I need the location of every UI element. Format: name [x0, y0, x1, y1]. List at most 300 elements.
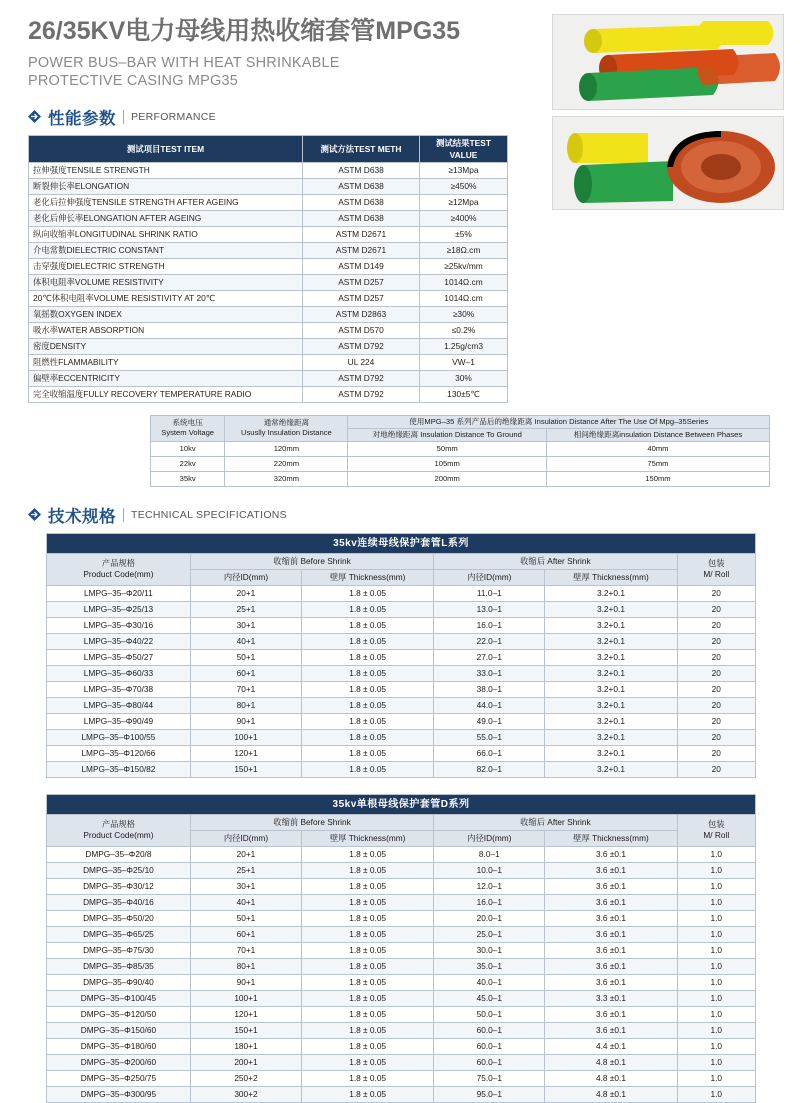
spec-l-cell: 80+1 [190, 697, 301, 713]
spec-d-header-before: 收缩前 Before Shrink [190, 814, 433, 830]
performance-table [28, 135, 508, 403]
performance-cell: 断裂伸长率ELONGATION [29, 178, 303, 194]
spec-l-cell: 16.0–1 [434, 617, 545, 633]
performance-cell: VW–1 [420, 354, 508, 370]
performance-cell: ≤0.2% [420, 322, 508, 338]
table-row [47, 846, 756, 862]
spec-d-cell: 25.0–1 [434, 926, 545, 942]
spec-d-header-pack: 包装 M/ Roll [677, 814, 755, 846]
spec-d-cell: 90+1 [190, 974, 301, 990]
spec-d-cell: 1.0 [677, 1022, 755, 1038]
spec-l-cell: 44.0–1 [434, 697, 545, 713]
spec-d-cell: 20+1 [190, 846, 301, 862]
performance-cell: 拉伸强度TENSILE STRENGTH [29, 162, 303, 178]
table-row [29, 242, 508, 258]
product-photo-rolls [552, 116, 784, 210]
spec-l-cell: 3.2+0.1 [545, 665, 677, 681]
spec-d-cell: 1.0 [677, 974, 755, 990]
rolls-illustration [553, 117, 783, 209]
spec-l-cell: LMPG–35–Φ70/38 [47, 681, 191, 697]
spec-d-cell: 1.8 ± 0.05 [302, 1070, 434, 1086]
section-title-en: PERFORMANCE [131, 110, 216, 123]
spec-d-cell: 1.0 [677, 990, 755, 1006]
table-row [29, 354, 508, 370]
performance-cell: ≥400% [420, 210, 508, 226]
table-row [47, 1006, 756, 1022]
spec-d-cell: DMPG–35–Φ120/50 [47, 1006, 191, 1022]
table-row [47, 713, 756, 729]
spec-l-cell: 3.2+0.1 [545, 761, 677, 777]
table-row [47, 974, 756, 990]
table-header-row [47, 553, 756, 569]
table-header-row [29, 135, 508, 162]
spec-l-cell: 1.8 ± 0.05 [302, 617, 434, 633]
spec-l-cell: 20 [677, 601, 755, 617]
performance-cell: 老化后拉伸强度TENSILE STRENGTH AFTER AGEING [29, 194, 303, 210]
spec-d-cell: 3.6 ±0.1 [545, 910, 677, 926]
spec-l-cell: 3.2+0.1 [545, 681, 677, 697]
spec-d-cell: 16.0–1 [434, 894, 545, 910]
perf-header-method: 测试方法TEST METH [303, 135, 420, 162]
spec-d-cell: 1.8 ± 0.05 [302, 878, 434, 894]
insulation-cell: 35kv [151, 471, 225, 486]
spec-d-cell: 3.6 ±0.1 [545, 846, 677, 862]
spec-l-cell: LMPG–35–Φ25/13 [47, 601, 191, 617]
spec-l-cell: 3.2+0.1 [545, 745, 677, 761]
performance-cell: 1014Ω.cm [420, 274, 508, 290]
table-row [29, 386, 508, 402]
spec-d-cell: 3.6 ±0.1 [545, 926, 677, 942]
spec-d-cell: DMPG–35–Φ50/20 [47, 910, 191, 926]
spec-l-header-after-thickness: 壁厚 Thickness(mm) [545, 569, 677, 585]
spec-d-cell: DMPG–35–Φ150/60 [47, 1022, 191, 1038]
spec-l-cell: 70+1 [190, 681, 301, 697]
spec-d-cell: 1.0 [677, 878, 755, 894]
spec-l-cell: 1.8 ± 0.05 [302, 585, 434, 601]
spec-d-cell: 1.8 ± 0.05 [302, 894, 434, 910]
table-row [47, 894, 756, 910]
spec-l-cell: LMPG–35–Φ80/44 [47, 697, 191, 713]
spec-l-cell: 20 [677, 681, 755, 697]
spec-l-cell: 1.8 ± 0.05 [302, 601, 434, 617]
spec-d-cell: 3.6 ±0.1 [545, 942, 677, 958]
spec-d-cell: DMPG–35–Φ100/45 [47, 990, 191, 1006]
spec-l-cell: LMPG–35–Φ40/22 [47, 633, 191, 649]
spec-l-cell: 55.0–1 [434, 729, 545, 745]
spec-l-cell: LMPG–35–Φ90/49 [47, 713, 191, 729]
table-row [47, 862, 756, 878]
spec-d-cell: 1.8 ± 0.05 [302, 958, 434, 974]
spec-l-cell: 20 [677, 649, 755, 665]
spec-d-cell: 12.0–1 [434, 878, 545, 894]
performance-cell: ASTM D257 [303, 290, 420, 306]
spec-d-cell: 1.8 ± 0.05 [302, 1022, 434, 1038]
spec-l-cell: LMPG–35–Φ30/16 [47, 617, 191, 633]
spec-d-cell: 60.0–1 [434, 1038, 545, 1054]
perf-header-item: 测试项目TEST ITEM [29, 135, 303, 162]
page-title: 26/35KV电力母线用热收缩套管MPG35 [28, 17, 461, 45]
spec-d-cell: DMPG–35–Φ30/12 [47, 878, 191, 894]
spec-d-cell: 4.4 ±0.1 [545, 1038, 677, 1054]
spec-l-cell: LMPG–35–Φ120/66 [47, 745, 191, 761]
spec-d-cell: DMPG–35–Φ250/75 [47, 1070, 191, 1086]
section-title-cn: 技术规格 [48, 507, 116, 526]
perf-header-value: 测试结果TEST VALUE [420, 135, 508, 162]
performance-cell: 体积电阻率VOLUME RESISTIVITY [29, 274, 303, 290]
spec-l-cell: 150+1 [190, 761, 301, 777]
performance-cell: ASTM D2863 [303, 306, 420, 322]
performance-cell: ASTM D149 [303, 258, 420, 274]
table-row [29, 178, 508, 194]
spec-d-cell: 1.0 [677, 846, 755, 862]
performance-cell: ASTM D792 [303, 338, 420, 354]
spec-l-header-after-id: 内径ID(mm) [434, 569, 545, 585]
table-row [47, 1022, 756, 1038]
performance-cell: ASTM D570 [303, 322, 420, 338]
performance-cell: 击穿强度DIELECTRIC STRENGTH [29, 258, 303, 274]
spec-d-cell: 75.0–1 [434, 1070, 545, 1086]
spec-d-cell: 150+1 [190, 1022, 301, 1038]
performance-cell: ≥25kv/mm [420, 258, 508, 274]
spec-d-cell: 1.0 [677, 1054, 755, 1070]
spec-d-cell: 3.6 ±0.1 [545, 878, 677, 894]
spec-d-cell: 1.8 ± 0.05 [302, 862, 434, 878]
table-row [47, 990, 756, 1006]
spec-d-cell: 1.0 [677, 958, 755, 974]
spec-d-cell: 1.8 ± 0.05 [302, 1086, 434, 1102]
spec-d-cell: 4.8 ±0.1 [545, 1070, 677, 1086]
spec-d-cell: 300+2 [190, 1086, 301, 1102]
spec-d-cell: 1.8 ± 0.05 [302, 990, 434, 1006]
table-row [47, 926, 756, 942]
spec-d-cell: 60.0–1 [434, 1022, 545, 1038]
spec-d-cell: 3.6 ±0.1 [545, 958, 677, 974]
spec-l-cell: 60+1 [190, 665, 301, 681]
spec-d-cell: DMPG–35–Φ180/60 [47, 1038, 191, 1054]
spec-d-cell: 1.0 [677, 1038, 755, 1054]
section-heading-technical [28, 503, 800, 527]
spec-l-cell: 1.8 ± 0.05 [302, 633, 434, 649]
spec-d-cell: 120+1 [190, 1006, 301, 1022]
spec-l-cell: 1.8 ± 0.05 [302, 761, 434, 777]
spec-l-cell: 20 [677, 697, 755, 713]
spec-d-cell: 30.0–1 [434, 942, 545, 958]
insulation-cell: 50mm [348, 441, 546, 456]
spec-l-cell: 1.8 ± 0.05 [302, 649, 434, 665]
spec-l-caption: 35kv连续母线保护套管L系列 [47, 533, 756, 553]
performance-cell: 20℃体积电阻率VOLUME RESISTIVITY AT 20℃ [29, 290, 303, 306]
spec-l-header-after: 收缩后 After Shrink [434, 553, 677, 569]
performance-cell: 吸水率WATER ABSORPTION [29, 322, 303, 338]
spec-l-header-code: 产品规格 Product Code(mm) [47, 553, 191, 585]
spec-d-cell: 35.0–1 [434, 958, 545, 974]
spec-d-cell: 3.6 ±0.1 [545, 862, 677, 878]
table-row [29, 338, 508, 354]
spec-d-cell: 50+1 [190, 910, 301, 926]
ins-header-usual-distance: 通常绝缘距离 Ususlly Insulation Distance [225, 415, 348, 441]
table-row [151, 471, 770, 486]
ins-header-to-ground: 对地绝缘距离 Insulation Distance To Ground [348, 428, 546, 441]
product-photo-tubes [552, 14, 784, 110]
spec-d-cell: 1.8 ± 0.05 [302, 910, 434, 926]
spec-d-cell: 1.0 [677, 910, 755, 926]
spec-d-cell: 10.0–1 [434, 862, 545, 878]
table-row [47, 958, 756, 974]
performance-cell: ≥12Mpa [420, 194, 508, 210]
performance-cell: 老化后伸长率ELONGATION AFTER AGEING [29, 210, 303, 226]
table-row [47, 745, 756, 761]
spec-d-cell: DMPG–35–Φ300/95 [47, 1086, 191, 1102]
table-row [47, 697, 756, 713]
performance-cell: 氧摇数OXYGEN INDEX [29, 306, 303, 322]
table-row [47, 761, 756, 777]
spec-l-cell: 13.0–1 [434, 601, 545, 617]
spec-d-cell: 25+1 [190, 862, 301, 878]
spec-l-cell: 1.8 ± 0.05 [302, 665, 434, 681]
ins-header-group: 使用MPG–35 系列产品后的绝缘距离 Insulation Distance After The Use Of Mpg–35Series [348, 415, 770, 428]
spec-l-cell: 90+1 [190, 713, 301, 729]
spec-l-header-before: 收缩前 Before Shrink [190, 553, 433, 569]
spec-l-cell: 1.8 ± 0.05 [302, 745, 434, 761]
table-row [47, 729, 756, 745]
performance-cell: 介电常数DIELECTRIC CONSTANT [29, 242, 303, 258]
spec-l-table-body [47, 585, 756, 777]
spec-d-cell: 20.0–1 [434, 910, 545, 926]
spec-l-cell: 120+1 [190, 745, 301, 761]
spec-table-l-series [46, 533, 756, 778]
table-row [151, 456, 770, 471]
spec-d-cell: 1.8 ± 0.05 [302, 926, 434, 942]
spec-d-cell: 8.0–1 [434, 846, 545, 862]
spec-d-cell: 1.0 [677, 1086, 755, 1102]
spec-l-cell: 20 [677, 745, 755, 761]
spec-d-cell: DMPG–35–Φ40/16 [47, 894, 191, 910]
spec-l-cell: 40+1 [190, 633, 301, 649]
spec-l-cell: 100+1 [190, 729, 301, 745]
spec-l-cell: 38.0–1 [434, 681, 545, 697]
spec-d-cell: 4.8 ±0.1 [545, 1086, 677, 1102]
spec-d-cell: 1.8 ± 0.05 [302, 846, 434, 862]
diamond-arrow-icon [28, 110, 41, 123]
spec-d-cell: 50.0–1 [434, 1006, 545, 1022]
table-row [47, 633, 756, 649]
spec-d-cell: DMPG–35–Φ20/8 [47, 846, 191, 862]
ins-header-voltage: 系统电压 System Voltage [151, 415, 225, 441]
diamond-arrow-icon [28, 508, 41, 521]
spec-d-cell: 40+1 [190, 894, 301, 910]
performance-cell: 密度DENSITY [29, 338, 303, 354]
insulation-cell: 10kv [151, 441, 225, 456]
insulation-cell: 22kv [151, 456, 225, 471]
page-subtitle-line2: PROTECTIVE CASING MPG35 [28, 73, 239, 90]
performance-cell: 30% [420, 370, 508, 386]
spec-d-cell: 1.0 [677, 1070, 755, 1086]
insulation-distance-table [150, 415, 770, 487]
spec-d-cell: 200+1 [190, 1054, 301, 1070]
spec-d-header-after-thickness: 壁厚 Thickness(mm) [545, 830, 677, 846]
spec-l-cell: 20 [677, 713, 755, 729]
spec-l-cell: 22.0–1 [434, 633, 545, 649]
performance-cell: 阻燃性FLAMMABILITY [29, 354, 303, 370]
insulation-cell: 320mm [225, 471, 348, 486]
spec-l-cell: 49.0–1 [434, 713, 545, 729]
spec-l-cell: 25+1 [190, 601, 301, 617]
spec-d-header-code: 产品规格 Product Code(mm) [47, 814, 191, 846]
spec-d-cell: 250+2 [190, 1070, 301, 1086]
table-row [29, 162, 508, 178]
spec-d-cell: DMPG–35–Φ90/40 [47, 974, 191, 990]
spec-d-caption: 35kv单根母线保护套管D系列 [47, 794, 756, 814]
spec-d-cell: 95.0–1 [434, 1086, 545, 1102]
table-row [29, 210, 508, 226]
performance-cell: 1.25g/cm3 [420, 338, 508, 354]
spec-l-cell: 20 [677, 585, 755, 601]
spec-l-cell: LMPG–35–Φ150/82 [47, 761, 191, 777]
spec-l-cell: 3.2+0.1 [545, 601, 677, 617]
spec-l-cell: 1.8 ± 0.05 [302, 697, 434, 713]
table-row [47, 681, 756, 697]
insulation-cell: 150mm [546, 471, 769, 486]
spec-d-cell: 45.0–1 [434, 990, 545, 1006]
spec-d-cell: 3.6 ±0.1 [545, 974, 677, 990]
performance-cell: ASTM D638 [303, 178, 420, 194]
spec-d-cell: 70+1 [190, 942, 301, 958]
spec-d-cell: 3.6 ±0.1 [545, 1006, 677, 1022]
insulation-cell: 200mm [348, 471, 546, 486]
performance-table-body [29, 162, 508, 402]
spec-l-cell: LMPG–35–Φ100/55 [47, 729, 191, 745]
table-caption-row [47, 794, 756, 814]
spec-d-cell: 60+1 [190, 926, 301, 942]
table-row [47, 617, 756, 633]
spec-l-cell: 82.0–1 [434, 761, 545, 777]
performance-cell: 130±5℃ [420, 386, 508, 402]
spec-d-cell: 1.0 [677, 862, 755, 878]
table-row [29, 370, 508, 386]
spec-d-cell: DMPG–35–Φ25/10 [47, 862, 191, 878]
spec-l-cell: 1.8 ± 0.05 [302, 681, 434, 697]
spec-l-cell: 3.2+0.1 [545, 617, 677, 633]
spec-l-cell: 20 [677, 617, 755, 633]
spec-d-header-before-thickness: 壁厚 Thickness(mm) [302, 830, 434, 846]
insulation-cell: 40mm [546, 441, 769, 456]
spec-d-cell: 1.8 ± 0.05 [302, 1006, 434, 1022]
spec-d-table-body [47, 846, 756, 1102]
performance-cell: ≥450% [420, 178, 508, 194]
section-title-en: TECHNICAL SPECIFICATIONS [131, 508, 287, 521]
insulation-cell: 220mm [225, 456, 348, 471]
table-row [29, 274, 508, 290]
spec-l-cell: 20 [677, 633, 755, 649]
performance-cell: ≥13Mpa [420, 162, 508, 178]
performance-cell: ≥30% [420, 306, 508, 322]
spec-d-header-before-id: 内径ID(mm) [190, 830, 301, 846]
table-header-row [47, 814, 756, 830]
performance-cell: ASTM D257 [303, 274, 420, 290]
spec-d-cell: 1.0 [677, 942, 755, 958]
spec-d-cell: 3.6 ±0.1 [545, 894, 677, 910]
heading-divider [123, 508, 124, 522]
table-row [47, 878, 756, 894]
table-row [47, 665, 756, 681]
product-photos [552, 14, 782, 210]
spec-l-header-before-thickness: 壁厚 Thickness(mm) [302, 569, 434, 585]
table-row [29, 194, 508, 210]
spec-d-header-after-id: 内径ID(mm) [434, 830, 545, 846]
spec-d-cell: DMPG–35–Φ85/35 [47, 958, 191, 974]
spec-d-cell: 1.0 [677, 894, 755, 910]
section-title-cn: 性能参数 [48, 109, 116, 128]
table-row [151, 441, 770, 456]
spec-d-cell: 3.3 ±0.1 [545, 990, 677, 1006]
spec-d-cell: 1.0 [677, 1006, 755, 1022]
table-row [47, 649, 756, 665]
performance-cell: ASTM D638 [303, 210, 420, 226]
spec-d-cell: 30+1 [190, 878, 301, 894]
spec-d-cell: 1.0 [677, 926, 755, 942]
spec-l-header-before-id: 内径ID(mm) [190, 569, 301, 585]
spec-l-cell: 30+1 [190, 617, 301, 633]
performance-cell: ±5% [420, 226, 508, 242]
spec-l-cell: LMPG–35–Φ20/11 [47, 585, 191, 601]
insulation-table-body [151, 441, 770, 486]
table-row [29, 226, 508, 242]
spec-l-cell: 11.0–1 [434, 585, 545, 601]
spec-l-cell: 20 [677, 729, 755, 745]
performance-cell: 1014Ω.cm [420, 290, 508, 306]
table-row [47, 910, 756, 926]
performance-cell: ASTM D638 [303, 162, 420, 178]
spec-l-header-pack: 包装 M/ Roll [677, 553, 755, 585]
spec-l-cell: 1.8 ± 0.05 [302, 729, 434, 745]
performance-cell: ASTM D638 [303, 194, 420, 210]
spec-d-header-after: 收缩后 After Shrink [434, 814, 677, 830]
table-row [29, 258, 508, 274]
spec-l-cell: 3.2+0.1 [545, 633, 677, 649]
performance-cell: UL 224 [303, 354, 420, 370]
spec-l-cell: 27.0–1 [434, 649, 545, 665]
table-row [47, 1086, 756, 1102]
spec-d-cell: 1.8 ± 0.05 [302, 1054, 434, 1070]
table-row [47, 601, 756, 617]
table-row [47, 1038, 756, 1054]
spec-d-cell: 100+1 [190, 990, 301, 1006]
spec-l-cell: 3.2+0.1 [545, 585, 677, 601]
performance-cell: ASTM D792 [303, 386, 420, 402]
spec-d-cell: 1.8 ± 0.05 [302, 942, 434, 958]
performance-cell: 完全收缩温度FULLY RECOVERY TEMPERATURE RADIO [29, 386, 303, 402]
spec-table-d-series [46, 794, 756, 1103]
table-caption-row [47, 533, 756, 553]
spec-l-cell: LMPG–35–Φ60/33 [47, 665, 191, 681]
spec-l-cell: 3.2+0.1 [545, 713, 677, 729]
performance-cell: ASTM D2671 [303, 242, 420, 258]
spec-l-cell: 20 [677, 761, 755, 777]
spec-d-cell: 4.8 ±0.1 [545, 1054, 677, 1070]
heading-divider [123, 110, 124, 124]
page-subtitle-line1: POWER BUS–BAR WITH HEAT SHRINKABLE [28, 54, 340, 71]
ins-header-between-phases: 相间绝缘距离insulation Distance Between Phases [546, 428, 769, 441]
spec-l-cell: 3.2+0.1 [545, 697, 677, 713]
insulation-cell: 120mm [225, 441, 348, 456]
spec-d-cell: 80+1 [190, 958, 301, 974]
table-row [47, 1054, 756, 1070]
spec-d-cell: 3.6 ±0.1 [545, 1022, 677, 1038]
insulation-cell: 75mm [546, 456, 769, 471]
spec-d-cell: DMPG–35–Φ65/25 [47, 926, 191, 942]
table-row [29, 306, 508, 322]
performance-cell: ASTM D792 [303, 370, 420, 386]
